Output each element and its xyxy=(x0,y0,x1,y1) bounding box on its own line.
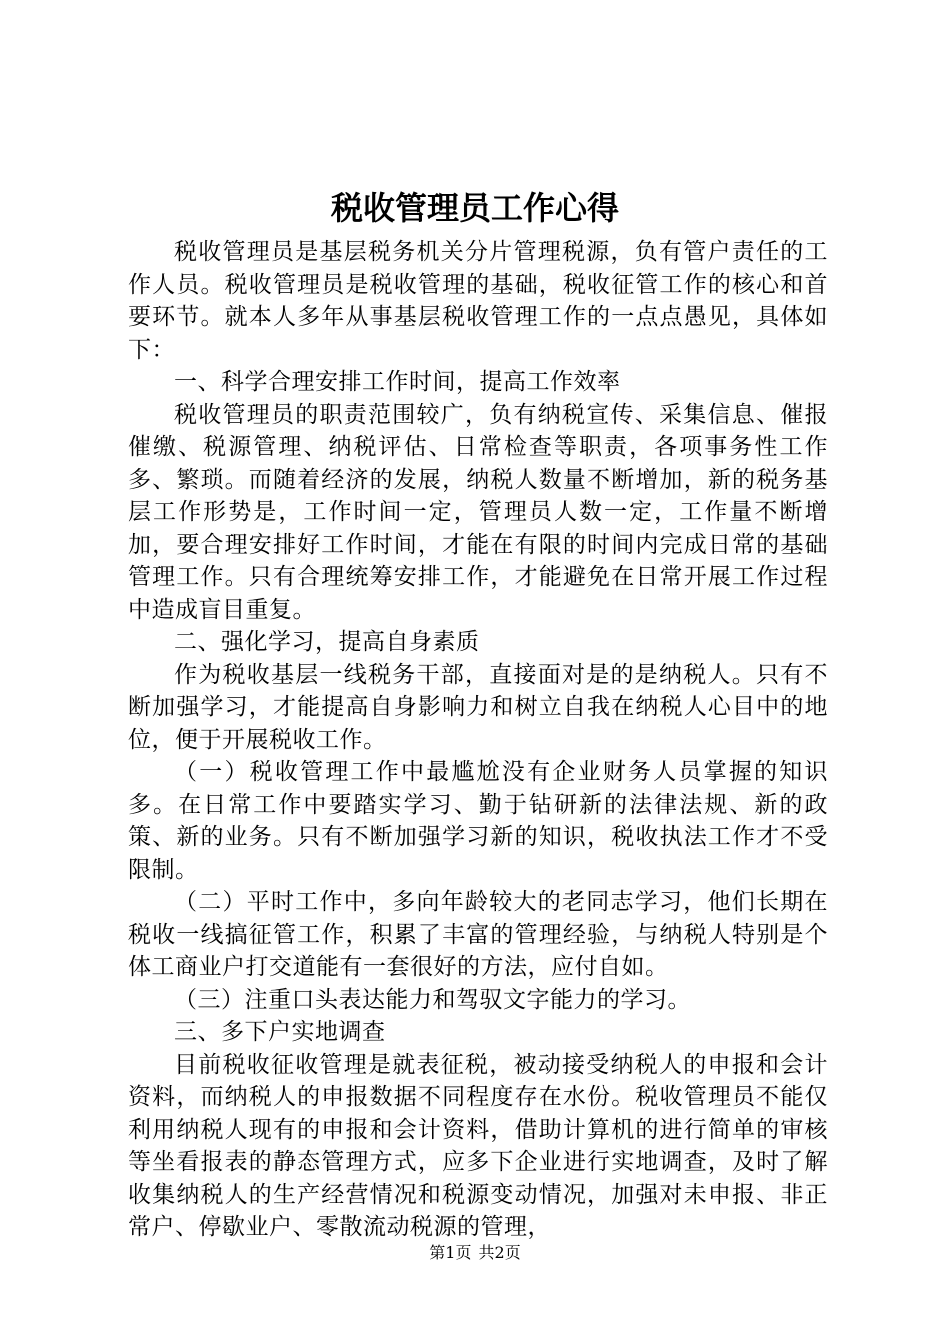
document-body xyxy=(128,236,828,1244)
paragraph-item-1: （一）税收管理工作中最尴尬没有企业财务人员掌握的知识多。在日常工作中要踏实学习、勤于钻研新的法律法规、新的政策、新的业务。只有不断加强学习新的知识，税收执法工作才不受限制。 xyxy=(128,759,828,883)
page-footer xyxy=(0,1242,950,1264)
section-heading-2: 二、强化学习，提高自身素质 xyxy=(174,629,480,655)
paragraph-intro: 税收管理员是基层税务机关分片管理税源，负有管户责任的工作人员。税收管理员是税收管理的基础，税收征管工作的核心和首要环节。就本人多年从事基层税收管理工作的一点点愚见，具体如下： xyxy=(128,239,828,363)
paragraph-item-3: （三）注重口头表达能力和驾驭文字能力的学习。 xyxy=(174,986,691,1013)
paragraph-section-2: 作为税收基层一线税务干部，直接面对是的是纳税人。只有不断加强学习，才能提高自身影响力和树立自我在纳税人心目中的地位，便于开展税收工作。 xyxy=(128,661,828,753)
section-heading-3: 三、多下户实地调查 xyxy=(174,1019,386,1045)
paragraph-item-2: （二）平时工作中，多向年龄较大的老同志学习，他们长期在税收一线搞征管工作，积累了丰富的管理经验，与纳税人特别是个体工商业户打交道能有一套很好的方法，应付自如。 xyxy=(128,889,828,980)
paragraph-section-1: 税收管理员的职责范围较广，负有纳税宣传、采集信息、催报催缴、税源管理、纳税评估、日常检查等职责，各项事务性工作多、繁琐。而随着经济的发展，纳税人数量不断增加，新的税务基层工作形势是，工作时间一定，管理员人数一定，工作量不断增加，要合理安排好工作时间，才能在有限的时间内完成日常的基础管理工作。只有合理统筹安排工作，才能避免在日常开展工作过程中造成盲目重复。 xyxy=(128,401,828,623)
page-number: 第1页 xyxy=(429,1243,472,1262)
document-title: 税收管理员工作心得 xyxy=(330,189,619,227)
page-total: 共2页 xyxy=(478,1243,521,1262)
section-heading-1: 一、科学合理安排工作时间，提高工作效率 xyxy=(174,369,621,395)
paragraph-section-3: 目前税收征收管理是就表征税，被动接受纳税人的申报和会计资料，而纳税人的申报数据不同程度存在水份。税收管理员不能仅利用纳税人现有的申报和会计资料，借助计算机的进行简单的审核等坐看报表的静态管理方式，应多下企业进行实地调查，及时了解收集纳税人的生产经营情况和税源变动情况，加强对未申报、非正常户、停歇业户、零散流动税源的管理， xyxy=(128,1051,828,1240)
